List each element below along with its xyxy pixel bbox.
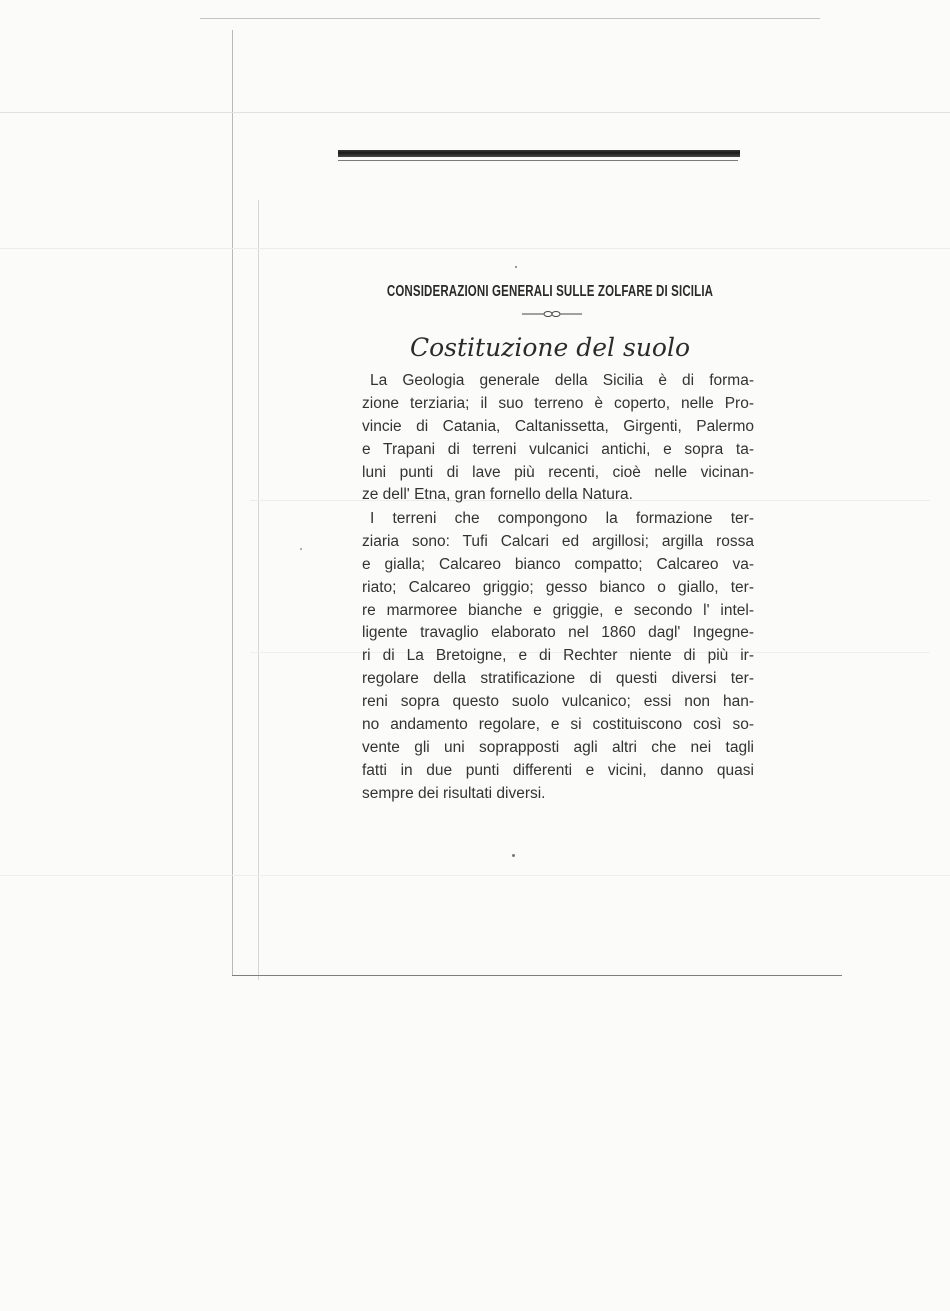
scan-border-top — [200, 18, 820, 19]
paragraph-1 — [362, 370, 754, 507]
text-line: re marmoree bianche e griggie, e secondo l' intel- — [362, 601, 754, 619]
text-line: no andamento regolare, e si costituiscono così so- — [362, 716, 754, 734]
scan-horizontal-trace-2 — [0, 248, 950, 249]
text-line: fatti in due punti differenti e vicini, danno quasi — [362, 761, 754, 779]
title-ornament-icon — [522, 310, 582, 318]
text-line: regolare della stratificazione di questi diversi ter- — [362, 670, 754, 688]
scan-border-bottom — [232, 975, 842, 976]
text-line: ligente travaglio elaborato nel 1860 dagl' Ingegne- — [362, 624, 754, 642]
header-rule — [338, 150, 740, 157]
page-title: CONSIDERAZIONI GENERALI SULLE ZOLFARE DI SICILIA — [386, 283, 714, 300]
text-line: vincie di Catania, Caltanissetta, Girgenti, Palermo — [362, 417, 754, 435]
text-line: ziaria sono: Tufi Calcari ed argillosi; argilla rossa — [362, 532, 754, 550]
scan-speck — [512, 854, 515, 857]
section-subtitle: Costituzione del suolo — [409, 333, 691, 362]
text-line: I terreni che compongono la formazione ter- — [370, 510, 754, 527]
text-line: ri di La Bretoigne, e di Rechter niente di più ir- — [362, 647, 754, 665]
paragraph-2 — [362, 508, 754, 806]
header-rule-underline — [338, 160, 738, 161]
text-line: e gialla; Calcareo bianco compatto; Calcareo va- — [362, 555, 754, 573]
scan-speck — [515, 266, 517, 268]
scan-border-left-inner — [258, 200, 259, 980]
text-line: ze dell' Etna, gran fornello della Natura. — [362, 486, 633, 504]
text-line: La Geologia generale della Sicilia è di forma- — [370, 372, 754, 389]
scan-speck — [300, 548, 302, 550]
text-line: reni sopra questo suolo vulcanico; essi non han- — [362, 693, 754, 711]
scan-horizontal-trace-1 — [0, 112, 950, 113]
scan-border-left — [232, 30, 233, 975]
text-line: luni punti di lave più recenti, cioè nelle vicinan- — [362, 463, 754, 481]
text-line: zione terziaria; il suo terreno è coperto, nelle Pro- — [362, 394, 754, 412]
text-line: e Trapani di terreni vulcanici antichi, e sopra ta- — [362, 440, 754, 458]
scan-horizontal-trace-5 — [0, 875, 950, 876]
text-line: sempre dei risultati diversi. — [362, 784, 546, 802]
text-line: riato; Calcareo griggio; gesso bianco o giallo, ter- — [362, 578, 754, 596]
text-line: vente gli uni soprapposti agli altri che nei tagli — [362, 738, 754, 756]
